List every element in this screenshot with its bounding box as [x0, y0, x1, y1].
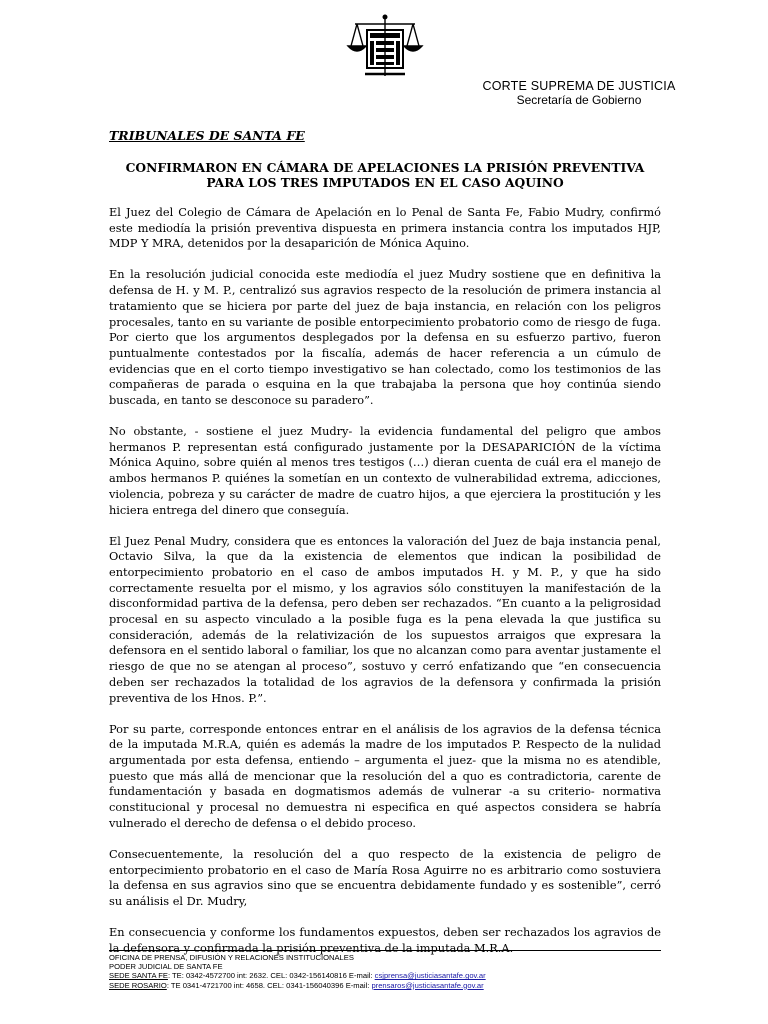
section-title: TRIBUNALES DE SANTA FE — [109, 128, 305, 143]
santa-fe-label: SEDE SANTA FE — [109, 971, 168, 981]
headline — [109, 160, 661, 190]
paragraph: El Juez Penal Mudry, considera que es entonces la valoración del Juez de baja instancia penal, Octavio Silva, la que da la existencia de elementos que indican la posibilidad de entorpecimiento probatorio en el caso de ambos imputados H. y M. P., y que ha sido correctamente resuelta por el mismo, y los agravios sólo constituyen la manifestación de la disconformidad partiva de la defensa, pero deben ser rechazados. “En cuanto a la peligrosidad procesal en su aspecto vinculado a la posible fuga es la pena elevada la que justifica su consideración, además de la relativización de los supuestos arraigos que expresara la defensora en el sentido laboral o familiar, los que no alcanzan como para aventar justamente el riesgo de que no se atengan al proceso”, sostuvo y cerró enfatizando que “en consecuencia deben ser rechazados la totalidad de los agravios de la defensora y confirmada la prisión preventiva de los Hnos. P.”. — [109, 533, 661, 705]
paragraph: El Juez del Colegio de Cámara de Apelación en lo Penal de Santa Fe, Fabio Mudry, confirmó este mediodía la prisión preventiva dispuesta en primera instancia contra los imputados HJP, MDP Y MRA, detenidos por la desaparición de Mónica Aquino. — [109, 205, 661, 251]
santa-fe-contact: : TE: 0342-4572700 int: 2632. CEL: 0342-156140816 E-mail: — [167, 971, 375, 981]
footer-office: OFICINA DE PRENSA, DIFUSIÓN Y RELACIONES INSTITUCIONALES — [109, 953, 354, 962]
paragraph: No obstante, - sostiene el juez Mudry- la evidencia fundamental del peligro que ambos hermanos P. representan está configurado justamente por la DESAPARICIÓN de la víctima Mónica Aquino, sobre quién al menos tres testigos (…) dieran cuenta de cuál era el manejo de ambos hermanos P. quiénes la sometían en un contexto de vulnerabilidad extrema, adicciones, violencia, pobreza y su carácter de madre de cuatro hijos, a que ejerciera la prostitución y les hiciera entrega del dinero que conseguía. — [109, 424, 661, 517]
paragraph: En la resolución judicial conocida este mediodía el juez Mudry sostiene que en definitiva la defensa de H. y M. P., centralizó sus agravios respecto de la resolución de primera instancia al tratamiento que se hiciera por parte del juez de baja instancia, en relación con los peligros procesales, tanto en su variante de posible entorpecimiento probatorio como de riesgo de fuga. Por cierto que los argumentos desplegados por la defensa en su esfuerzo partivo, fueron puntualmente contestados por la fiscalía, además de hacer referencia a un cúmulo de evidencias que en el corto tiempo investigativo se han colectado, como los testimonios de las compañeras de parada o esquina en la que trabajaba la persona que hoy continúa siendo buscada, en tanto se desconoce su paradero”. — [109, 267, 661, 408]
paragraph: Consecuentemente, la resolución del a quo respecto de la existencia de peligro de entorpecimiento probatorio en el caso de María Rosa Aguirre no es arbitrario como sostuviera la defensa en sus agravios sino que se encuentra debidamente fundado y es sostenible”, cerró su análisis el Dr. Mudry, — [109, 846, 661, 908]
rosario-email-link[interactable]: prensaros@justiciasantafe.gov.ar — [371, 980, 484, 990]
headline-line-2: PARA LOS TRES IMPUTADOS EN EL CASO AQUINO — [206, 175, 564, 190]
article-body — [109, 205, 661, 972]
court-name: CORTE SUPREMA DE JUSTICIA — [482, 79, 676, 93]
santa-fe-email-link[interactable]: csjprensa@justiciasantafe.gov.ar — [374, 971, 486, 981]
headline-line-1: CONFIRMARON EN CÁMARA DE APELACIONES LA PRISIÓN PREVENTIVA — [125, 160, 645, 175]
footer-santa-fe — [109, 971, 486, 980]
footer-rosario — [109, 981, 486, 990]
footer — [109, 953, 486, 990]
scales-of-justice-seal-icon — [345, 12, 425, 80]
paragraph: Por su parte, corresponde entonces entrar en el análisis de los agravios de la defensa técnica de la imputada M.R.A, quién es además la madre de los imputados P. Respecto de la nulidad argumentada por esta defensa, entiendo – argumenta el juez- que la misma no es atendible, puesto que más allá de mencionar que la resolución del a quo es contradictoria, carente de fundamentación y basada en dogmatismos además de vulnerar -a su criterio- normativa constitucional y procesal no demuestra ni especifica en qué aspectos considera se habría vulnerado el derecho de defensa o el debido proceso. — [109, 721, 661, 830]
footer-branch: PODER JUDICIAL DE SANTA FE — [109, 962, 223, 972]
footer-divider — [109, 950, 661, 951]
rosario-contact: : TE 0341-4721700 int: 4658. CEL: 0341-156040396 E-mail: — [166, 980, 372, 990]
paragraph: En consecuencia y conforme los fundamentos expuestos, deben ser rechazados los agravios de la defensora y confirmada la prisión preventiva de la imputada M.R.A. — [109, 924, 661, 955]
court-department: Secretaría de Gobierno — [516, 93, 642, 107]
rosario-label: SEDE ROSARIO — [109, 980, 167, 990]
